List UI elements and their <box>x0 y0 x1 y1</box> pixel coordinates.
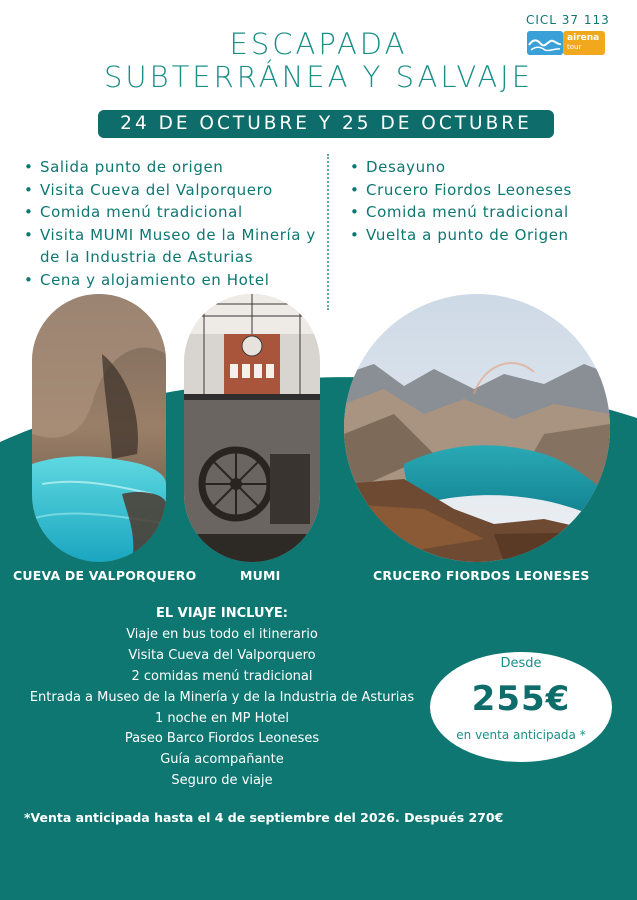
list-item: Guía acompañante <box>160 752 284 768</box>
fjord-cruise-photo <box>344 294 610 562</box>
mumi-caption: MUMI <box>240 568 281 583</box>
price-prefix: Desde <box>500 656 542 671</box>
mumi-museum-photo <box>184 294 320 562</box>
list-item: • Visita Cueva del Valporquero <box>24 179 324 202</box>
logo-subtext: tour <box>567 43 582 51</box>
list-item: • Salida punto de origen <box>24 156 324 179</box>
list-item: Viaje en bus todo el itinerario <box>126 626 318 642</box>
list-item: 1 noche en MP Hotel <box>154 710 290 726</box>
page-title-line1: ESCAPADA <box>229 27 408 61</box>
fjord-caption: CRUCERO FIORDOS LEONESES <box>373 568 590 583</box>
list-item: • Desayuno <box>350 156 610 179</box>
dates-banner: 24 DE OCTUBRE Y 25 DE OCTUBRE <box>98 110 554 138</box>
list-item: 2 comidas menú tradicional <box>131 668 313 684</box>
logo-text: airena <box>567 33 600 43</box>
list-item: Seguro de viaje <box>171 773 273 789</box>
includes-section <box>0 604 444 792</box>
page-title-line2: SUBTERRÁNEA Y SALVAJE <box>103 60 534 94</box>
itinerary-day1-list <box>24 156 324 291</box>
price-note: en venta anticipada * <box>456 728 586 742</box>
itinerary-day2-list <box>350 156 610 246</box>
dotted-divider <box>327 154 329 310</box>
list-item: • Vuelta a punto de Origen <box>350 224 610 247</box>
list-item: • Comida menú tradicional <box>350 201 610 224</box>
list-item: • Visita MUMI Museo de la Minería y de la Industria de Asturias <box>24 224 324 269</box>
list-item: • Comida menú tradicional <box>24 201 324 224</box>
list-item: Paseo Barco Fiordos Leoneses <box>124 731 320 747</box>
includes-heading: EL VIAJE INCLUYE: <box>155 606 289 621</box>
list-item: Visita Cueva del Valporquero <box>128 647 316 663</box>
list-item: • Cena y alojamiento en Hotel <box>24 269 324 292</box>
list-item: Entrada a Museo de la Minería y de la Industria de Asturias <box>29 689 415 705</box>
list-item: • Crucero Fiordos Leoneses <box>350 179 610 202</box>
price-badge <box>430 652 612 762</box>
footnote: *Venta anticipada hasta el 4 de septiembre del 2026. Después 270€ <box>24 810 504 825</box>
cave-photo <box>32 294 166 562</box>
price-amount: 255€ <box>471 679 571 719</box>
cave-caption: CUEVA DE VALPORQUERO <box>13 568 197 583</box>
license-number: CICL 37 113 <box>526 13 610 27</box>
